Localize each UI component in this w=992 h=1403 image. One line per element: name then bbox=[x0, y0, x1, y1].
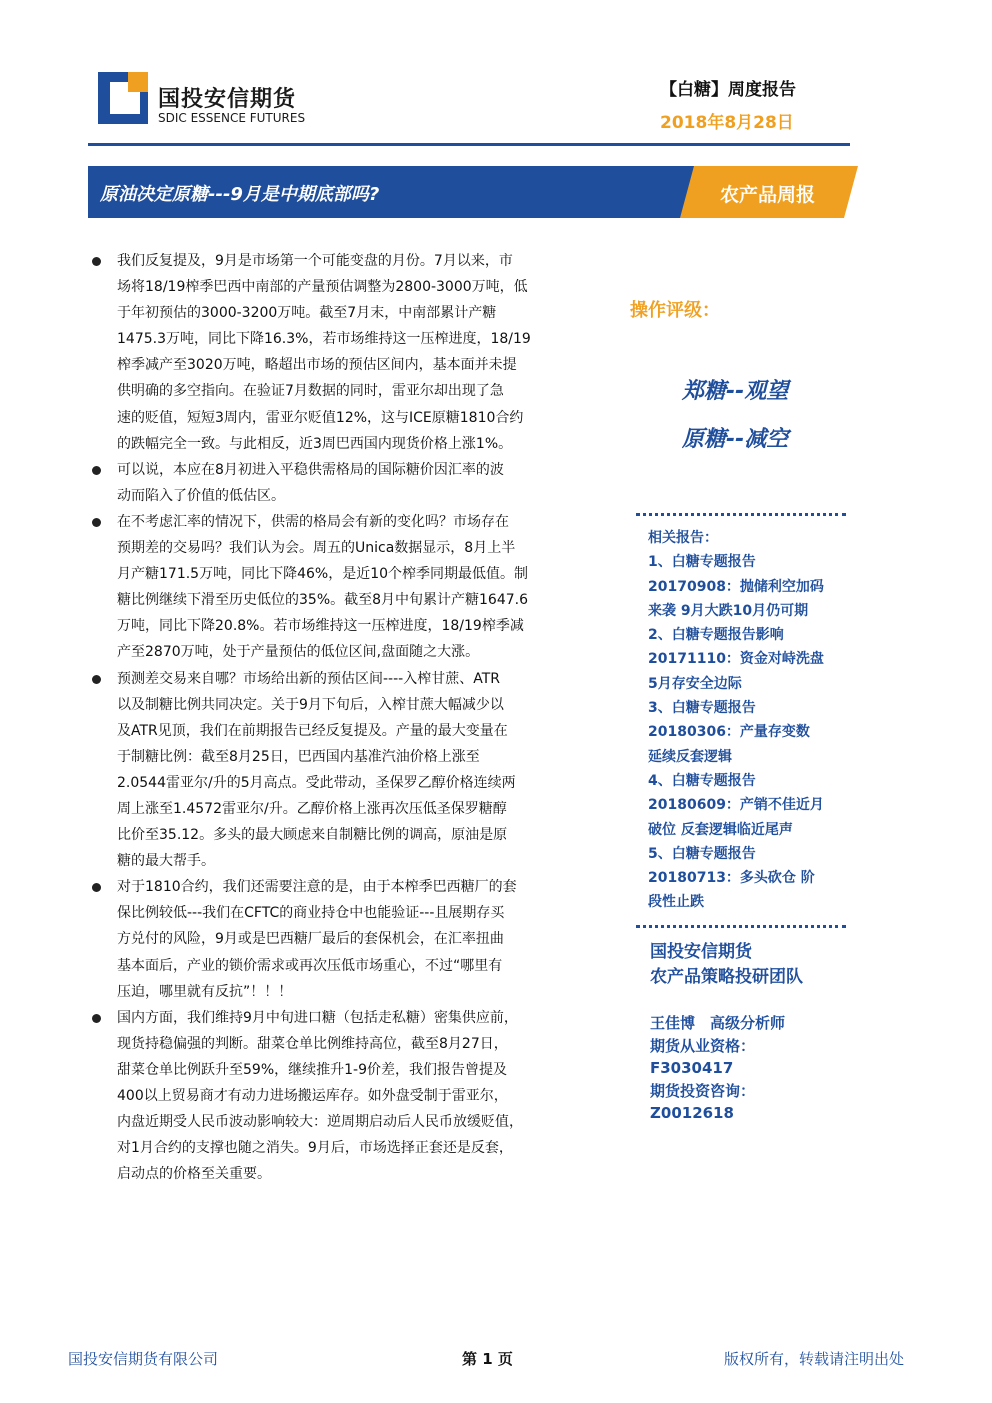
related-report-line: 4、白糖专题报告 bbox=[648, 772, 756, 789]
related-report-line: 20180306：产量存变数 bbox=[648, 724, 810, 741]
paragraph-line: 预测差交易来自哪？市场给出新的预估区间----入榨甘蔗、ATR bbox=[117, 670, 500, 687]
paragraph-line: 方兑付的风险，9月或是巴西糖厂最后的套保机会，在汇率扭曲 bbox=[117, 931, 504, 948]
paragraph-line: 甜菜仓单比例跃升至59%，继续推升1-9价差，我们报告曾提及 bbox=[117, 1061, 507, 1078]
footer-company: 国投安信期货有限公司 bbox=[68, 1350, 219, 1368]
paragraph-line: 启动点的价格至关重要。 bbox=[117, 1166, 271, 1183]
analyst-line: Z0012618 bbox=[650, 1104, 734, 1122]
bullet-dot-icon bbox=[92, 518, 101, 527]
company-logo bbox=[98, 72, 148, 124]
paragraph-line: 动而陷入了价值的低估区。 bbox=[117, 487, 285, 504]
bullet-dot-icon bbox=[92, 1014, 101, 1023]
related-report-line: 相关报告： bbox=[648, 530, 718, 546]
paragraph-line: 于制糖比例：截至8月25日，巴西国内基准汽油价格上涨至 bbox=[117, 748, 480, 765]
paragraph-line: 可以说，本应在8月初进入平稳供需格局的国际糖价因汇率的波 bbox=[117, 461, 504, 478]
paragraph-line: 内盘近期受人民币波动影响较大：逆周期启动后人民币放缓贬值， bbox=[117, 1114, 523, 1131]
related-reports bbox=[648, 526, 848, 915]
paragraph-line: 对1月合约的支撑也随之消失。9月后，市场选择正套还是反套， bbox=[117, 1140, 513, 1157]
category-tag: 农产品周报 bbox=[720, 184, 816, 206]
report-title: 原油决定原糖---9月是中期底部吗? bbox=[100, 184, 380, 205]
related-report-line: 5、白糖专题报告 bbox=[648, 845, 756, 862]
paragraph-line: 比价至35.12。多头的最大顾虑来自制糖比例的调高，原油是原 bbox=[117, 827, 508, 844]
paragraph-line: 速的贬值，短短3周内，雷亚尔贬值12%，这与ICE原糖1810合约 bbox=[117, 409, 524, 426]
dotted-divider bbox=[636, 513, 846, 516]
paragraph-line: 我们反复提及，9月是市场第一个可能变盘的月份。7月以来，市 bbox=[117, 253, 513, 269]
bullet-dot-icon bbox=[92, 466, 101, 475]
analyst-line: 王佳博 高级分析师 bbox=[650, 1014, 786, 1032]
related-report-line: 5月存安全边际 bbox=[648, 675, 742, 692]
paragraph-line: 月产糖171.5万吨，同比下降46%，是近10个榨季同期最低值。制 bbox=[117, 566, 529, 583]
bullet-paragraph bbox=[90, 509, 610, 666]
report-date: 2018年8月28日 bbox=[660, 113, 794, 133]
paragraph-line: 现货持稳偏强的判断。甜菜仓单比例维持高位，截至8月27日， bbox=[117, 1035, 508, 1052]
analyst-line: F3030417 bbox=[650, 1059, 734, 1077]
team-name: 农产品策略投研团队 bbox=[650, 967, 803, 987]
paragraph-line: 2.0544雷亚尔/升的5月高点。受此带动，圣保罗乙醇价格连续两 bbox=[117, 774, 516, 791]
paragraph-line: 预期差的交易吗？我们认为会。周五的Unica数据显示，8月上半 bbox=[117, 540, 516, 557]
bullet-dot-icon bbox=[92, 675, 101, 684]
paragraph-line: 于年初预估的3000-3200万吨。截至7月末，中南部累计产糖 bbox=[117, 305, 497, 322]
paragraph-line: 产至2870万吨，处于产量预估的低位区间,盘面随之大涨。 bbox=[117, 644, 480, 661]
paragraph-line: 场将18/19榨季巴西中南部的产量预估调整为2800-3000万吨，低 bbox=[117, 279, 528, 296]
paragraph-line: 糖的最大帮手。 bbox=[117, 853, 215, 870]
paragraph-line: 供明确的多空指向。在验证7月数据的同时，雷亚尔却出现了急 bbox=[117, 383, 504, 400]
paragraph-line: 400以上贸易商才有动力进场搬运库存。如外盘受制于雷亚尔， bbox=[117, 1088, 508, 1104]
related-report-line: 破位 反套逻辑临近尾声 bbox=[648, 821, 793, 838]
page-number: 第 1 页 bbox=[462, 1350, 513, 1368]
bullet-paragraph bbox=[90, 457, 610, 509]
main-body bbox=[90, 248, 610, 1187]
dotted-divider bbox=[636, 925, 846, 928]
related-report-line: 1、白糖专题报告 bbox=[648, 554, 756, 571]
paragraph-line: 国内方面，我们维持9月中旬进口糖（包括走私糖）密集供应前， bbox=[117, 1009, 518, 1026]
report-type: 【白糖】周度报告 bbox=[660, 80, 796, 100]
related-report-line: 20180609：产销不佳近月 bbox=[648, 797, 824, 814]
brand-name-cn: 国投安信期货 bbox=[158, 87, 297, 112]
footer-copyright: 版权所有，转载请注明出处 bbox=[724, 1350, 905, 1368]
paragraph-line: 1475.3万吨，同比下降16.3%，若市场维持这一压榨进度，18/19 bbox=[117, 331, 531, 348]
rating-raw-sugar: 原糖--减空 bbox=[682, 427, 789, 452]
paragraph-line: 的跌幅完全一致。与此相反，近3周巴西国内现货价格上涨1%。 bbox=[117, 435, 513, 452]
paragraph-line: 基本面后，产业的锁价需求或再次压低市场重心，不过“哪里有 bbox=[117, 957, 503, 974]
paragraph-line: 压迫，哪里就有反抗”！！！ bbox=[117, 983, 293, 1000]
related-report-line: 延续反套逻辑 bbox=[648, 748, 732, 765]
team-company: 国投安信期货 bbox=[650, 942, 752, 962]
related-report-line: 2、白糖专题报告影响 bbox=[648, 627, 784, 644]
bullet-paragraph bbox=[90, 248, 610, 457]
paragraph-line: 以及制糖比例共同决定。关于9月下旬后，入榨甘蔗大幅减少以 bbox=[117, 696, 504, 713]
rating-label: 操作评级： bbox=[630, 300, 720, 321]
rating-zhengtang: 郑糖--观望 bbox=[682, 379, 789, 404]
analyst-info bbox=[650, 1012, 870, 1125]
related-report-line: 3、白糖专题报告 bbox=[648, 700, 756, 717]
related-report-line: 20170908：抛储利空加码 bbox=[648, 578, 824, 595]
header-divider bbox=[88, 143, 850, 146]
bullet-paragraph bbox=[90, 874, 610, 1004]
paragraph-line: 周上涨至1.4572雷亚尔/升。乙醇价格上涨再次压低圣保罗糖醇 bbox=[117, 800, 507, 817]
paragraph-line: 在不考虑汇率的情况下，供需的格局会有新的变化吗？市场存在 bbox=[117, 513, 509, 530]
bullet-dot-icon bbox=[92, 883, 101, 892]
related-report-line: 20180713：多头砍仓 阶 bbox=[648, 870, 815, 887]
analyst-line: 期货投资咨询： bbox=[650, 1081, 756, 1100]
bullet-paragraph bbox=[90, 666, 610, 875]
paragraph-line: 保比例较低---我们在CFTC的商业持仓中也能验证---且展期存买 bbox=[117, 905, 505, 922]
brand-name-en: SDIC ESSENCE FUTURES bbox=[158, 111, 306, 125]
analyst-line: 期货从业资格： bbox=[650, 1036, 756, 1055]
related-report-line: 来袭 9月大跌10月仍可期 bbox=[648, 602, 809, 619]
paragraph-line: 万吨，同比下降20.8%。若市场维持这一压榨进度，18/19榨季减 bbox=[117, 618, 524, 635]
paragraph-line: 榨季减产至3020万吨，略超出市场的预估区间内，基本面并未提 bbox=[117, 357, 517, 374]
bullet-dot-icon bbox=[92, 257, 101, 266]
paragraph-line: 糖比例继续下滑至历史低位的35%。截至8月中旬累计产糖1647.6 bbox=[117, 592, 529, 609]
bullet-paragraph bbox=[90, 1005, 610, 1188]
paragraph-line: 对于1810合约，我们还需要注意的是，由于本榨季巴西糖厂的套 bbox=[117, 879, 517, 896]
paragraph-line: 及ATR见顶，我们在前期报告已经反复提及。产量的最大变量在 bbox=[117, 722, 508, 739]
related-report-line: 段性止跌 bbox=[648, 894, 704, 911]
team-info bbox=[650, 940, 850, 990]
related-report-line: 20171110：资金对峙洗盘 bbox=[648, 651, 824, 668]
